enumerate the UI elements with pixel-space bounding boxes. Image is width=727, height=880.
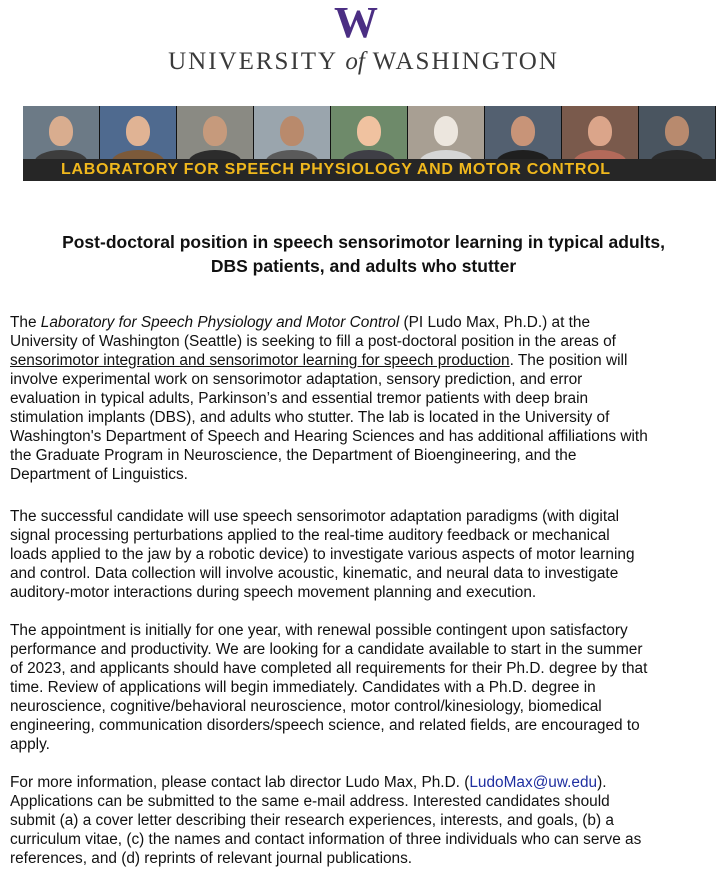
lab-name: Laboratory for Speech Physiology and Motor Control xyxy=(40,314,400,331)
text-line: For more information, please contact lab director Ludo Max, Ph.D. (LudoMax@uw.edu). xyxy=(10,774,607,791)
text-line: Applications can be submitted to the same e-mail address. Interested candidates should xyxy=(10,793,610,810)
text-line: signal processing perturbations applied to the real-time auditory feedback or mechanical xyxy=(10,527,610,544)
paragraph-position-overview xyxy=(10,313,717,484)
text-line: the Graduate Program in Neuroscience, the Department of Bioengineering, and the xyxy=(10,447,577,464)
text-line: sensorimotor integration and sensorimotor learning for speech production. The position will xyxy=(10,352,628,369)
banner-photo xyxy=(639,106,716,162)
text-line: neuroscience, cognitive/behavioral neuroscience, motor control/kinesiology, biomedical xyxy=(10,698,602,715)
text-line: engineering, communication disorders/speech science, and related fields, are encouraged to xyxy=(10,717,640,734)
text-line: involve experimental work on sensorimotor adaptation, sensory prediction, and error xyxy=(10,371,583,388)
banner-photo xyxy=(254,106,331,162)
banner-photo-strip xyxy=(23,106,716,162)
title-line-1: Post-doctoral position in speech sensorimotor learning in typical adults, xyxy=(62,232,665,252)
text-line: auditory-motor interactions during speech movement planning and execution. xyxy=(10,584,537,601)
research-area-emphasis: sensorimotor integration and sensorimotor learning for speech production xyxy=(10,352,510,369)
lab-banner xyxy=(23,106,716,181)
text-line: University of Washington (Seattle) is seeking to fill a post-doctoral position in the areas of xyxy=(10,333,616,350)
text-line: apply. xyxy=(10,736,50,753)
text-line: and control. Data collection will involve acoustic, kinematic, and neural data to investigate xyxy=(10,565,619,582)
text-line: submit (a) a cover letter describing their research experiences, interests, and goals, (b) a xyxy=(10,812,614,829)
text-line: stimulation implants (DBS), and adults who stutter. The lab is located in the University of xyxy=(10,409,610,426)
uw-logo xyxy=(330,4,382,40)
text-line: references, and (d) reprints of relevant journal publications. xyxy=(10,850,413,867)
text-line: time. Review of applications will begin immediately. Candidates with a Ph.D. degree in xyxy=(10,679,596,696)
contact-email-link[interactable]: LudoMax@uw.edu xyxy=(469,774,598,791)
paragraph-candidate-methods xyxy=(10,507,717,602)
paragraph-appointment xyxy=(10,621,717,754)
text-line: evaluation in typical adults, Parkinson’s and essential tremor patients with deep brain xyxy=(10,390,589,407)
title-line-2: DBS patients, and adults who stutter xyxy=(210,256,517,276)
paragraph-contact xyxy=(10,773,717,868)
uw-logo-letter: W xyxy=(334,4,378,40)
banner-title: LABORATORY FOR SPEECH PHYSIOLOGY AND MOTOR CONTROL xyxy=(23,159,716,181)
text-line: Washington's Department of Speech and Hearing Sciences and has additional affiliations with xyxy=(10,428,648,445)
banner-photo xyxy=(485,106,562,162)
page-title xyxy=(10,230,717,278)
banner-photo xyxy=(331,106,408,162)
text-line: The appointment is initially for one year, with renewal possible contingent upon satisfactory xyxy=(10,622,628,639)
text-line: The successful candidate will use speech sensorimotor adaptation paradigms (with digital xyxy=(10,508,620,525)
text-line: performance and productivity. We are looking for a candidate available to start in the summer xyxy=(10,641,643,658)
banner-photo xyxy=(23,106,100,162)
text-line: Department of Linguistics. xyxy=(10,466,188,483)
banner-photo xyxy=(562,106,639,162)
banner-photo xyxy=(177,106,254,162)
text-line: of 2023, and applicants should have completed all requirements for their Ph.D. degree by that xyxy=(10,660,648,677)
text-line: loads applied to the jaw by a robotic device) to investigate various aspects of motor learning xyxy=(10,546,635,563)
banner-photo xyxy=(100,106,177,162)
text-line: The Laboratory for Speech Physiology and Motor Control (PI Ludo Max, Ph.D.) at the xyxy=(10,314,591,331)
banner-photo xyxy=(408,106,485,162)
university-name: UNIVERSITY of WASHINGTON xyxy=(168,48,559,75)
text-line: curriculum vitae, (c) the names and contact information of three individuals who can serve as xyxy=(10,831,642,848)
